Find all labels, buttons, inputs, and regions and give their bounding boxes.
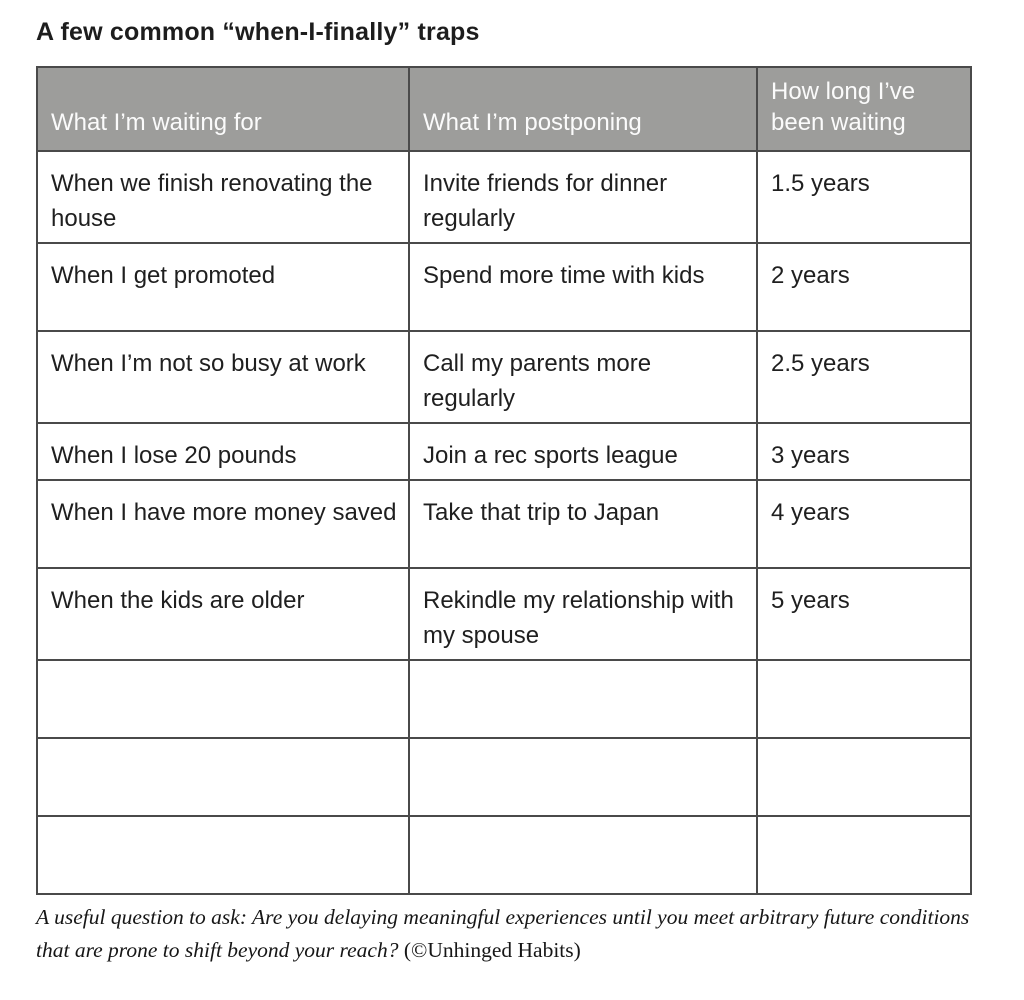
cell-waiting-for: When the kids are older <box>37 568 409 660</box>
cell-postponing: Spend more time with kids <box>409 243 757 331</box>
cell-waiting-for: When we finish renovating the house <box>37 151 409 243</box>
footnote-attribution: (©Unhinged Habits) <box>403 938 581 962</box>
footnote-question: A useful question to ask: Are you delaying meaningful experiences until you meet arbitrary future conditions that are prone to shift beyond your reach? <box>36 905 970 962</box>
page-title: A few common “when-I-finally” traps <box>36 18 480 46</box>
column-header-duration: How long I’ve been waiting <box>757 67 971 151</box>
column-header-waiting-for: What I’m waiting for <box>37 67 409 151</box>
cell-waiting-for <box>37 738 409 816</box>
table-row-empty <box>37 816 971 894</box>
table-header-row <box>37 67 971 151</box>
cell-postponing <box>409 738 757 816</box>
table-row <box>37 423 971 480</box>
cell-waiting-for <box>37 816 409 894</box>
footnote <box>36 901 986 967</box>
cell-duration: 3 years <box>757 423 971 480</box>
table-body <box>37 151 971 894</box>
cell-duration: 1.5 years <box>757 151 971 243</box>
cell-duration: 2.5 years <box>757 331 971 423</box>
cell-duration <box>757 738 971 816</box>
cell-waiting-for: When I have more money saved <box>37 480 409 568</box>
column-header-postponing: What I’m postponing <box>409 67 757 151</box>
table-row <box>37 568 971 660</box>
cell-duration: 4 years <box>757 480 971 568</box>
table-row-empty <box>37 660 971 738</box>
traps-table <box>36 66 972 895</box>
table-row <box>37 151 971 243</box>
table-row <box>37 480 971 568</box>
cell-postponing: Rekindle my relationship with my spouse <box>409 568 757 660</box>
table-row-empty <box>37 738 971 816</box>
cell-postponing <box>409 816 757 894</box>
table-row <box>37 331 971 423</box>
cell-postponing: Take that trip to Japan <box>409 480 757 568</box>
table-row <box>37 243 971 331</box>
cell-duration: 5 years <box>757 568 971 660</box>
cell-postponing: Invite friends for dinner regularly <box>409 151 757 243</box>
cell-postponing <box>409 660 757 738</box>
cell-duration <box>757 816 971 894</box>
table-header <box>37 67 971 151</box>
cell-waiting-for: When I lose 20 pounds <box>37 423 409 480</box>
cell-postponing: Call my parents more regularly <box>409 331 757 423</box>
cell-waiting-for: When I’m not so busy at work <box>37 331 409 423</box>
cell-waiting-for: When I get promoted <box>37 243 409 331</box>
cell-duration <box>757 660 971 738</box>
cell-waiting-for <box>37 660 409 738</box>
cell-postponing: Join a rec sports league <box>409 423 757 480</box>
cell-duration: 2 years <box>757 243 971 331</box>
